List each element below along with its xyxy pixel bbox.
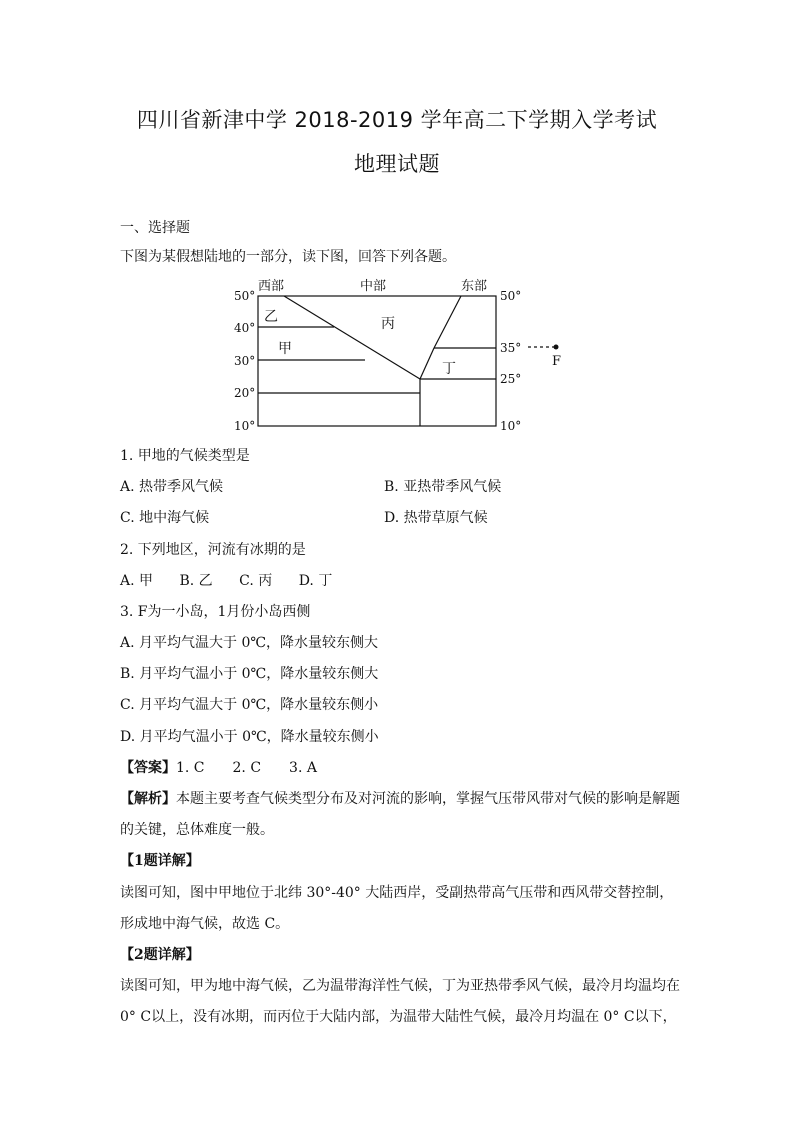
- question-3-option-c: C. 月平均气温大于 0℃，降水量较东侧小: [120, 697, 379, 713]
- question-2-option-b: B. 乙: [179, 573, 213, 589]
- right-lat-35: 35°: [500, 341, 522, 355]
- question-3-stem: 3. F为一小岛，1月份小岛西侧: [120, 604, 311, 620]
- analysis-line-2: 的关键，总体难度一般。: [120, 822, 274, 838]
- label-f: F: [552, 354, 562, 369]
- climate-diagram: [228, 275, 568, 439]
- label-east: 东部: [461, 279, 488, 294]
- right-lat-10: 10°: [500, 419, 522, 433]
- answer-line: [120, 758, 317, 778]
- question-3-option-a: A. 月平均气温大于 0℃，降水量较东侧大: [120, 635, 379, 651]
- question-2-options: [120, 571, 354, 591]
- label-ding: 丁: [442, 361, 456, 377]
- question-1-option-c: C. 地中海气候: [120, 510, 210, 526]
- question-intro: 下图为某假想陆地的一部分，读下图，回答下列各题。: [120, 249, 456, 265]
- question-2-option-c: C. 丙: [239, 573, 273, 589]
- section-heading: 一、选择题: [120, 220, 190, 236]
- question-2-option-a: A. 甲: [120, 573, 154, 589]
- detail-1-line-2: 形成地中海气候，故选 C。: [120, 916, 290, 932]
- diagram-svg: [228, 275, 568, 435]
- label-jia: 甲: [278, 341, 292, 357]
- question-2-option-d: D. 丁: [298, 573, 333, 589]
- answer-label: 【答案】: [120, 760, 176, 776]
- detail-2-line-1: 读图可知，甲为地中海气候，乙为温带海洋性气候，丁为亚热带季风气候，最冷月均温均在: [120, 978, 680, 994]
- label-west: 西部: [258, 279, 285, 294]
- label-bing: 丙: [381, 316, 395, 332]
- question-1-option-a: A. 热带季风气候: [120, 479, 224, 495]
- island-f-dot: [554, 345, 559, 350]
- left-lat-50: 50°: [234, 289, 256, 303]
- document-title: 四川省新津中学 2018-2019 学年高二下学期入学考试: [136, 108, 658, 132]
- question-1-option-d: D. 热带草原气候: [384, 510, 488, 526]
- answer-text: 1. C 2. C 3. A: [176, 760, 317, 776]
- land-outline: [258, 296, 496, 426]
- right-lat-25: 25°: [500, 372, 522, 386]
- question-3-option-d: D. 月平均气温小于 0℃，降水量较东侧小: [120, 729, 379, 745]
- detail-2-heading: 【2题详解】: [120, 947, 200, 963]
- detail-1-heading: 【1题详解】: [120, 853, 200, 869]
- left-lat-10: 10°: [234, 419, 256, 433]
- analysis-line-1: [120, 789, 680, 809]
- left-lat-20: 20°: [234, 386, 256, 400]
- left-lat-40: 40°: [234, 321, 256, 335]
- question-1-stem: 1. 甲地的气候类型是: [120, 448, 250, 464]
- question-3-option-b: B. 月平均气温小于 0℃，降水量较东侧大: [120, 666, 379, 682]
- analysis-label: 【解析】: [120, 791, 176, 807]
- detail-1-line-1: 读图可知，图中甲地位于北纬 30°-40° 大陆西岸，受副热带高气压带和西风带交替控制，: [120, 885, 674, 901]
- document-subtitle: 地理试题: [354, 152, 440, 176]
- label-middle: 中部: [360, 279, 387, 294]
- question-2-stem: 2. 下列地区，河流有冰期的是: [120, 542, 306, 558]
- left-lat-30: 30°: [234, 354, 256, 368]
- right-lat-50: 50°: [500, 289, 522, 303]
- detail-2-line-2: 0° C以上，没有冰期，而丙位于大陆内部，为温带大陆性气候，最冷月均温在 0° C以下，: [120, 1009, 677, 1025]
- analysis-text-1: 本题主要考查气候类型分布及对河流的影响，掌握气压带风带对气候的影响是解题: [176, 791, 680, 807]
- question-1-option-b: B. 亚热带季风气候: [384, 479, 502, 495]
- label-yi: 乙: [264, 309, 278, 325]
